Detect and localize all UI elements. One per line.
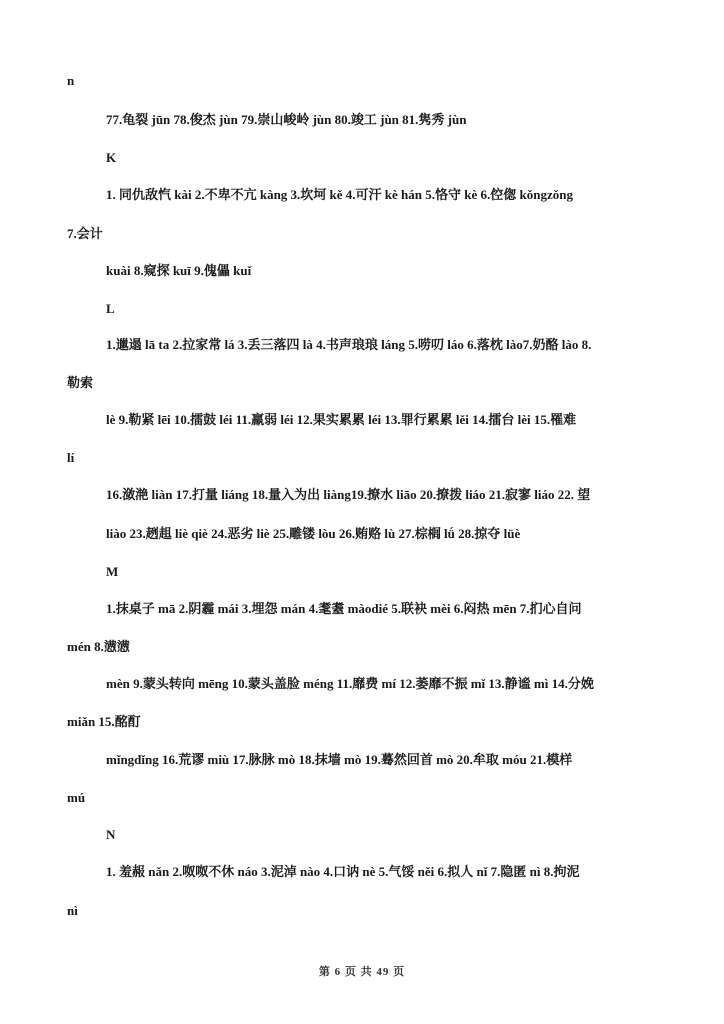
text-line: lí: [67, 450, 75, 465]
text-line: 1.抹桌子 mā 2.阴霾 mái 3.埋怨 mán 4.耄耋 màodié 5.联袂 mèi 6.闷热 mēn 7.扪心自问: [106, 601, 582, 616]
text-line: liào 23.趔趄 liè qiè 24.恶劣 liè 25.雕镂 lòu 26.贿赂 lù 27.棕榈 lǘ 28.掠夺 lüè: [106, 526, 521, 541]
text-line: miǎn 15.酩酊: [67, 714, 141, 729]
text-line: mèn 9.蒙头转向 mēng 10.蒙头盖脸 méng 11.靡费 mí 12.萎靡不振 mǐ 13.静谧 mì 14.分娩: [106, 676, 594, 691]
text-line: 1. 同仇敌忾 kài 2.不卑不亢 kàng 3.坎坷 kě 4.可汗 kè hán 5.恪守 kè 6.倥偬 kǒngzǒng: [106, 187, 573, 202]
text-line: kuài 8.窥探 kuī 9.傀儡 kuǐ: [106, 263, 252, 278]
text-line: 16.潋滟 liàn 17.打量 liáng 18.量入为出 liàng19.撩水 liāo 20.撩拨 liáo 21.寂寥 liáo 22. 望: [106, 487, 591, 502]
text-line: 1.邋遢 lā ta 2.拉家常 lá 3.丢三落四 là 4.书声琅琅 láng 5.唠叨 láo 6.落枕 lào7.奶酪 lào 8.: [106, 337, 592, 352]
text-line: 1. 羞赧 nǎn 2.呶呶不休 náo 3.泥淖 nào 4.口讷 nè 5.气馁 něi 6.拟人 nǐ 7.隐匿 nì 8.拘泥: [106, 864, 580, 879]
text-line: mú: [67, 790, 86, 805]
section-heading-m: M: [106, 564, 119, 579]
text-line: 7.会计: [67, 226, 103, 241]
page-number-footer: 第 6 页 共 49 页: [318, 966, 406, 978]
section-heading-k: K: [106, 150, 117, 165]
section-heading-l: L: [106, 301, 115, 316]
text-line: nì: [67, 903, 78, 918]
text-line: n: [67, 73, 75, 88]
text-line: mén 8.懑懑: [67, 639, 130, 654]
section-heading-n: N: [106, 827, 116, 842]
text-line: 77.龟裂 jūn 78.俊杰 jùn 79.崇山峻岭 jùn 80.竣工 jùn 81.隽秀 jùn: [106, 112, 467, 127]
text-line: lè 9.勒紧 lēi 10.擂鼓 léi 11.羸弱 léi 12.果实累累 léi 13.罪行累累 lěi 14.擂台 lèi 15.罹难: [106, 412, 577, 427]
text-line: 勒索: [67, 375, 94, 390]
text-line: mǐngdǐng 16.荒谬 miù 17.脉脉 mò 18.抹墙 mò 19.蓦然回首 mò 20.牟取 móu 21.模样: [106, 752, 573, 767]
